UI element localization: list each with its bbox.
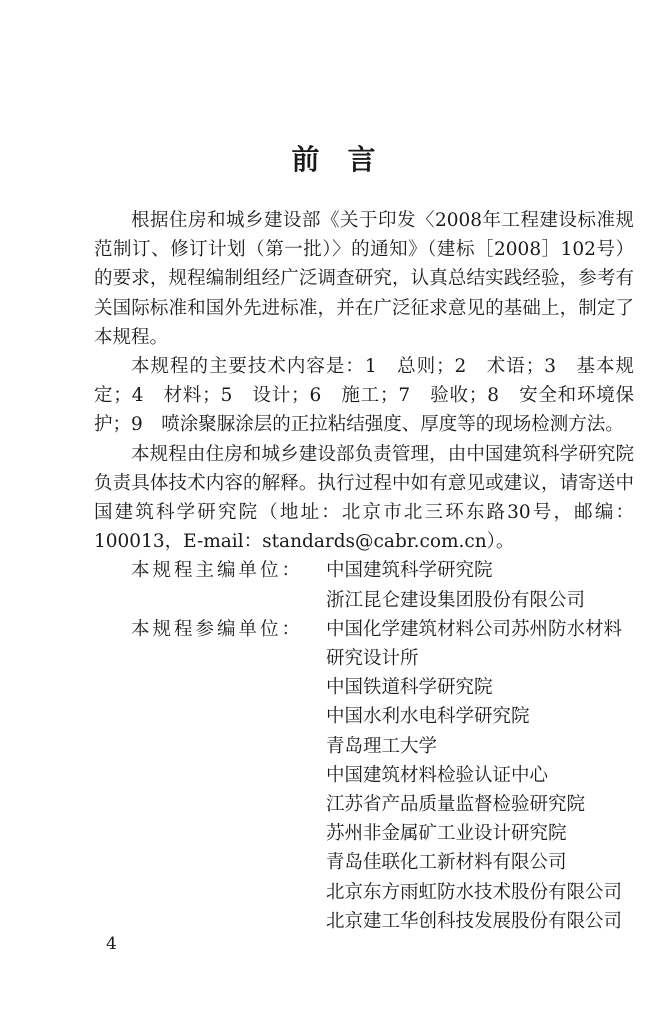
paragraph-contents: 本规程的主要技术内容是：1 总则；2 术语；3 基本规定；4 材料；5 设计；6 施工；7 验收；8 安全和环境保护；9 喷涂聚脲涂层的正拉粘结强度、厚度等的现场检测方法。 [94, 356, 634, 436]
participating-editor-label: 本规程参编单位： [131, 618, 304, 640]
participating-editor-unit: 苏州非金属矿工业设计研究院 [326, 823, 567, 845]
chief-editor-line [131, 556, 634, 585]
page-title: 前 言 [291, 143, 376, 176]
preface-body [94, 206, 634, 936]
participating-editor-unit: 中国水利水电科学研究院 [326, 706, 530, 728]
participating-editor-unit: 北京东方雨虹防水技术股份有限公司 [326, 881, 623, 903]
chief-editor-unit: 中国建筑科学研究院 [326, 560, 493, 582]
participating-editor-unit: 江苏省产品质量监督检验研究院 [326, 794, 586, 816]
participating-editor-line [131, 615, 634, 644]
participating-editor-unit-continued: 研究设计所 [326, 648, 419, 670]
page-number: 4 [106, 934, 117, 954]
participating-editor-unit: 中国建筑材料检验认证中心 [326, 764, 549, 786]
chief-editor-unit: 浙江昆仑建设集团股份有限公司 [326, 589, 586, 611]
participating-editor-unit: 中国铁道科学研究院 [326, 677, 493, 699]
chief-editor-label: 本规程主编单位： [131, 560, 304, 582]
participating-editor-unit: 青岛佳联化工新材料有限公司 [326, 852, 567, 874]
paragraph-management: 本规程由住房和城乡建设部负责管理，由中国建筑科学研究院负责具体技术内容的解释。执行过程中如有意见或建议，请寄送中国建筑科学研究院（地址：北京市北三环东路30号，邮编：100013，E-mail：standards@cabr.com.cn）。 [94, 443, 634, 553]
paragraph-background: 根据住房和城乡建设部《关于印发〈2008年工程建设标准规范制订、修订计划（第一批）〉的通知》（建标［2008］102号）的要求，规程编制组经广泛调查研究，认真总结实践经验，参考有关国际标准和国外先进标准，并在广泛征求意见的基础上，制定了本规程。 [94, 210, 634, 348]
participating-editor-unit: 中国化学建筑材料公司苏州防水材料 [326, 618, 623, 640]
participating-editor-unit: 青岛理工大学 [326, 735, 438, 757]
participating-editor-unit: 北京建工华创科技发展股份有限公司 [326, 910, 623, 932]
